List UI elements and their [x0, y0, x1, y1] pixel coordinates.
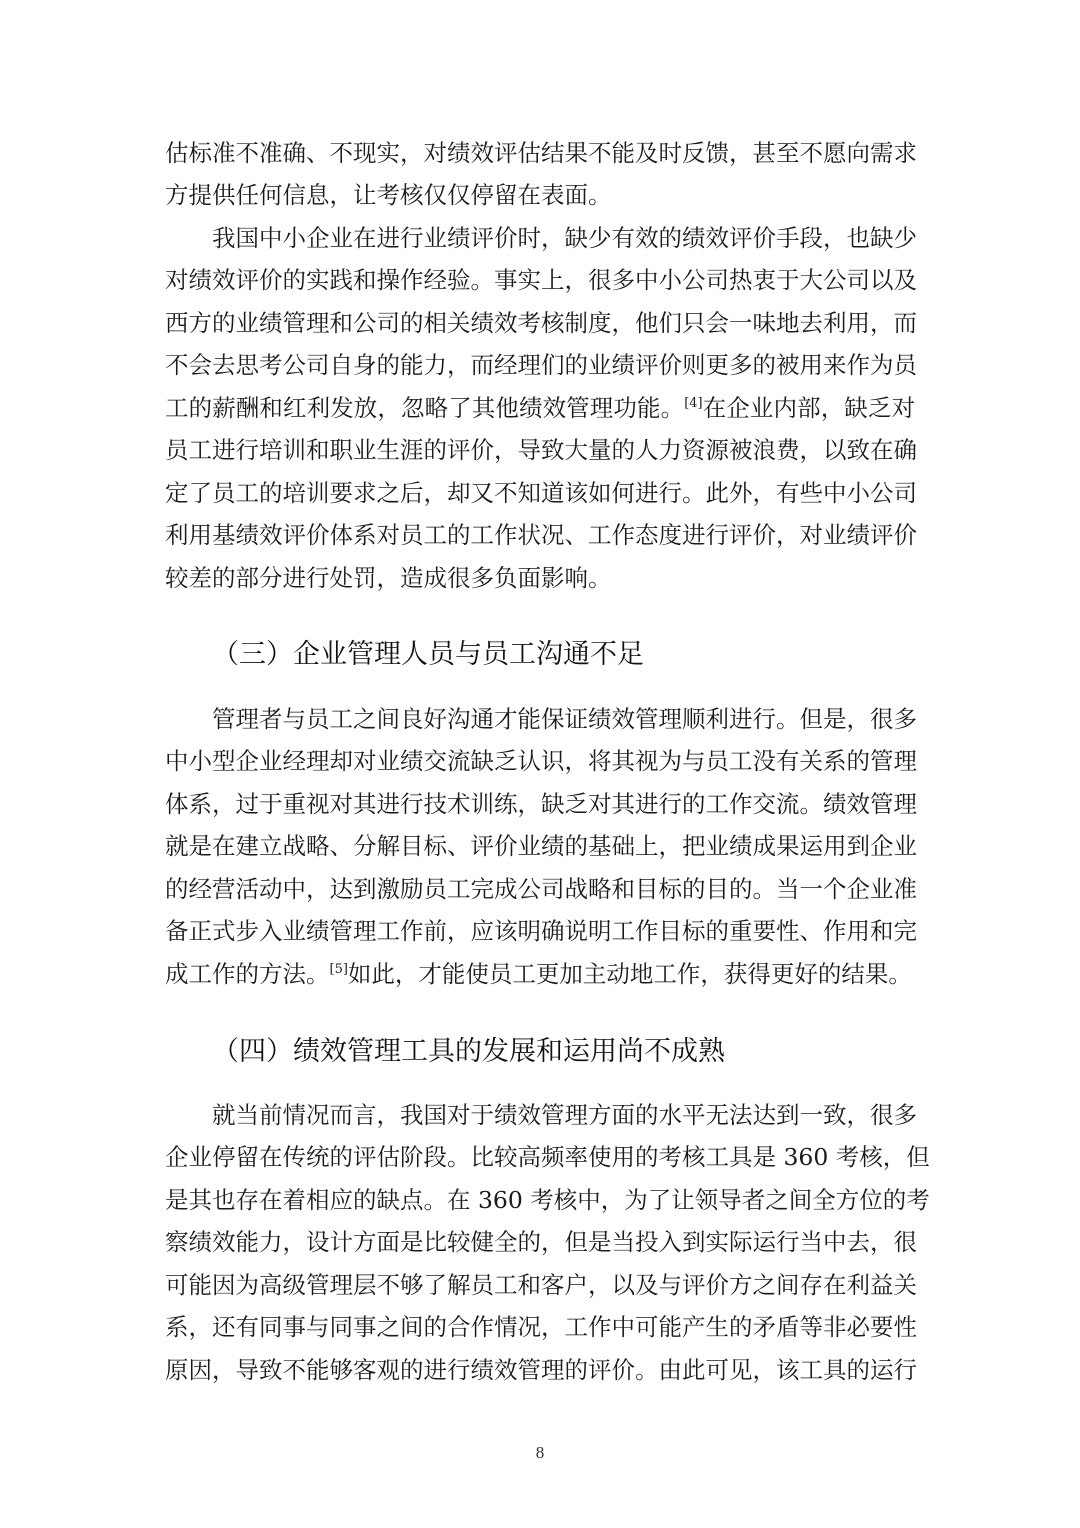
text-run: 在企业内部，缺乏对	[702, 394, 916, 422]
paragraph-line: 可能因为高级管理层不够了解员工和客户，以及与评价方之间存在利益关	[165, 1271, 917, 1299]
paragraph-line: 不会去思考公司自身的能力，而经理们的业绩评价则更多的被用来作为员	[165, 351, 917, 379]
paragraph-line: 我国中小企业在进行业绩评价时，缺少有效的绩效评价手段，也缺少	[212, 224, 917, 252]
paragraph-line-with-citation	[165, 393, 915, 423]
paragraph-line: 较差的部分进行处罚，造成很多负面影响。	[165, 564, 612, 592]
paragraph-line: 对绩效评价的实践和操作经验。事实上，很多中小公司热衷于大公司以及	[165, 266, 917, 294]
text-run: 如此，才能使员工更加主动地工作，获得更好的结果。	[347, 960, 912, 988]
section-heading: （三）企业管理人员与员工沟通不足	[212, 639, 644, 670]
paragraph-line: 管理者与员工之间良好沟通才能保证绩效管理顺利进行。但是，很多	[212, 705, 917, 733]
paragraph-line: 利用基绩效评价体系对员工的工作状况、工作态度进行评价，对业绩评价	[165, 521, 917, 549]
text-run: 成工作的方法。	[165, 960, 330, 988]
paragraph-line: 就当前情况而言，我国对于绩效管理方面的水平无法达到一致，很多	[212, 1101, 917, 1129]
paragraph-line-with-citation	[165, 959, 915, 989]
paragraph-line: 企业停留在传统的评估阶段。比较高频率使用的考核工具是 360 考核，但	[165, 1143, 930, 1171]
paragraph-line: 系，还有同事与同事之间的合作情况，工作中可能产生的矛盾等非必要性	[165, 1313, 917, 1341]
paragraph-line: 察绩效能力，设计方面是比较健全的，但是当投入到实际运行当中去，很	[165, 1228, 917, 1256]
paragraph-line: 西方的业绩管理和公司的相关绩效考核制度，他们只会一味地去利用，而	[165, 309, 917, 337]
section-heading: （四）绩效管理工具的发展和运用尚不成熟	[212, 1036, 725, 1067]
paragraph-line: 中小型企业经理却对业绩交流缺乏认识，将其视为与员工没有关系的管理	[165, 747, 917, 775]
paragraph-line: 员工进行培训和职业生涯的评价，导致大量的人力资源被浪费，以致在确	[165, 436, 917, 464]
paragraph-line: 方提供任何信息，让考核仅仅停留在表面。	[165, 181, 612, 209]
citation-marker: [4]	[684, 396, 703, 412]
paragraph-line: 体系，过于重视对其进行技术训练，缺乏对其进行的工作交流。绩效管理	[165, 790, 917, 818]
text-run: 工的薪酬和红利发放，忽略了其他绩效管理功能。	[165, 394, 685, 422]
paragraph-line: 的经营活动中，达到激励员工完成公司战略和目标的目的。当一个企业准	[165, 875, 917, 903]
paragraph-line: 备正式步入业绩管理工作前，应该明确说明工作目标的重要性、作用和完	[165, 917, 917, 945]
paragraph-line: 是其也存在着相应的缺点。在 360 考核中，为了让领导者之间全方位的考	[165, 1186, 930, 1214]
paragraph-line: 就是在建立战略、分解目标、评价业绩的基础上，把业绩成果运用到企业	[165, 832, 917, 860]
paragraph-line: 原因，导致不能够客观的进行绩效管理的评价。由此可见，该工具的运行	[165, 1356, 917, 1384]
page-number: 8	[535, 1443, 545, 1462]
paragraph-line: 定了员工的培训要求之后，却又不知道该如何进行。此外，有些中小公司	[165, 479, 917, 507]
citation-marker: [5]	[329, 962, 348, 978]
paragraph-line: 估标准不准确、不现实，对绩效评估结果不能及时反馈，甚至不愿向需求	[165, 139, 917, 167]
